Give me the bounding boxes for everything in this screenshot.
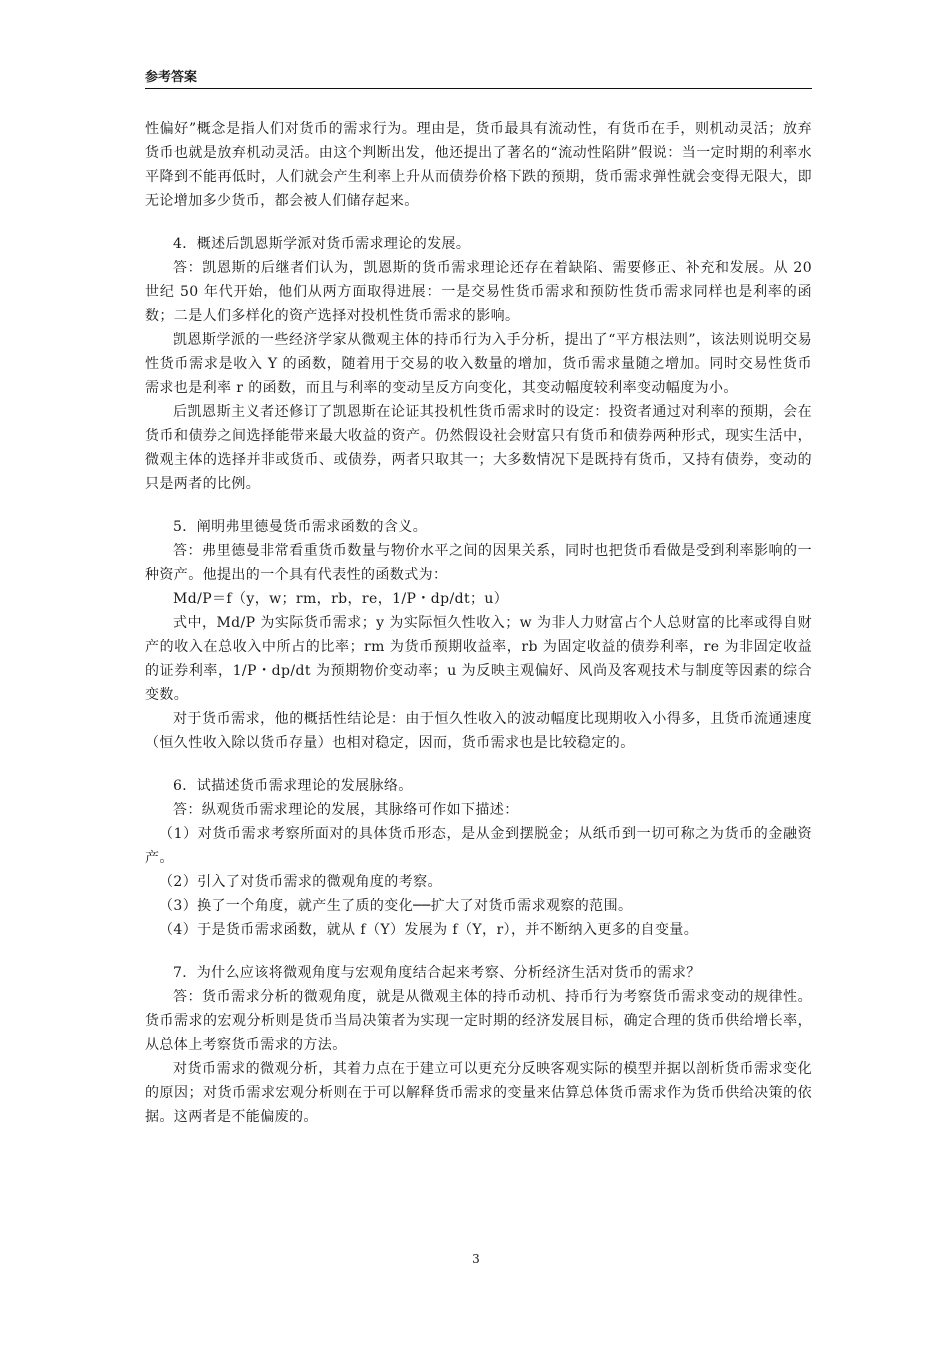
question-5-answer: 答：弗里德曼非常看重货币数量与物价水平之间的因果关系，同时也把货币看做是受到利率影响的一种资产。他提出的一个具有代表性的函数式为：: [145, 543, 812, 583]
intro-paragraph: 性偏好”概念是指人们对货币的需求行为。理由是，货币最具有流动性，有货币在手，则机动灵活；放弃货币也就是放弃机动灵活。由这个判断出发，他还提出了著名的“流动性陷阱”假说：当一定时期的利率水平降到不能再低时，人们就会产生利率上升从而债券价格下跌的预期，货币需求弹性就会变得无限大，即无论增加多少货币，都会被人们储存起来。: [145, 121, 812, 209]
header-title: 参考答案: [145, 70, 198, 85]
question-4-title: 4．概述后凯恩斯学派对货币需求理论的发展。: [173, 236, 471, 252]
page-number: 3: [472, 1252, 480, 1266]
question-4: [145, 232, 812, 496]
question-6-title: 6．试描述货币需求理论的发展脉络。: [173, 778, 413, 794]
question-6-item: （4）于是货币需求函数，就从 f（Y）发展为 f（Y，r），并不断纳入更多的自变量。: [159, 922, 699, 938]
question-5-title: 5．阐明弗里德曼货币需求函数的含义。: [173, 519, 428, 535]
question-4-answer: 答：凯恩斯的后继者们认为，凯恩斯的货币需求理论还存在着缺陷、需要修正、补充和发展。从 20 世纪 50 年代开始，他们从两方面取得进展：一是交易性货币需求和预防性货币需求同样也是利率的函数；二是人们多样化的资产选择对投机性货币需求的影响。: [145, 260, 812, 324]
question-4-paragraph: 凯恩斯学派的一些经济学家从微观主体的持币行为入手分析，提出了“平方根法则”，该法则说明交易性货币需求是收入 Y 的函数，随着用于交易的收入数量的增加，货币需求量随之增加。同时交易性货币需求也是利率 r 的函数，而且与利率的变动呈反方向变化，其变动幅度较利率变动幅度为小。: [145, 332, 812, 396]
question-7-paragraph: 对货币需求的微观分析，其着力点在于建立可以更充分反映客观实际的模型并据以剖析货币需求变化的原因；对货币需求宏观分析则在于可以解释货币需求的变量来估算总体货币需求作为货币供给决策的依据。这两者是不能偏废的。: [145, 1061, 812, 1125]
question-5-formula: Md/P＝f（y，w；rm，rb，re，1/P・dp/dt；u）: [173, 591, 509, 607]
question-7-answer: 答：货币需求分析的微观角度，就是从微观主体的持币动机、持币行为考察货币需求变动的规律性。货币需求的宏观分析则是货币当局决策者为实现一定时期的经济发展目标，确定合理的货币供给增长率，从总体上考察货币需求的方法。: [145, 989, 812, 1053]
question-5-conclusion: 对于货币需求，他的概括性结论是：由于恒久性收入的波动幅度比现期收入小得多，且货币流通速度（恒久性收入除以货币存量）也相对稳定，因而，货币需求也是比较稳定的。: [145, 711, 812, 751]
question-4-paragraph: 后凯恩斯主义者还修订了凯恩斯在论证其投机性货币需求时的设定：投资者通过对利率的预期，会在货币和债券之间选择能带来最大收益的资产。仍然假设社会财富只有货币和债券两种形式，现实生活中，微观主体的选择并非或货币、或债券，两者只取其一；大多数情况下是既持有货币，又持有债券，变动的只是两者的比例。: [145, 404, 812, 492]
page-footer: [0, 1251, 952, 1267]
question-6-item: （1）对货币需求考察所面对的具体货币形态，是从金到摆脱金；从纸币到一切可称之为货币的金融资产。: [145, 826, 812, 866]
question-5-explanation: 式中，Md/P 为实际货币需求；y 为实际恒久性收入；w 为非人力财富占个人总财富的比率或得自财产的收入在总收入中所占的比率；rm 为货币预期收益率，rb 为固定收益的债券利率，re 为非固定收益的证券利率，1/P・dp/dt 为预期物价变动率；u 为反映主观偏好、风尚及客观技术与制度等因素的综合变数。: [145, 615, 812, 703]
question-5: [145, 515, 812, 755]
question-6: [145, 774, 812, 942]
question-7-title: 7．为什么应该将微观角度与宏观角度结合起来考察、分析经济生活对货币的需求？: [173, 965, 701, 981]
question-6-item: （3）换了一个角度，就产生了质的变化──扩大了对货币需求观察的范围。: [159, 898, 633, 914]
question-6-item: （2）引入了对货币需求的微观角度的考察。: [159, 874, 442, 890]
question-7: [145, 961, 812, 1129]
question-6-answer: 答：纵观货币需求理论的发展，其脉络可作如下描述：: [173, 802, 519, 818]
page-body: [145, 117, 812, 1129]
page-header: [145, 68, 812, 89]
